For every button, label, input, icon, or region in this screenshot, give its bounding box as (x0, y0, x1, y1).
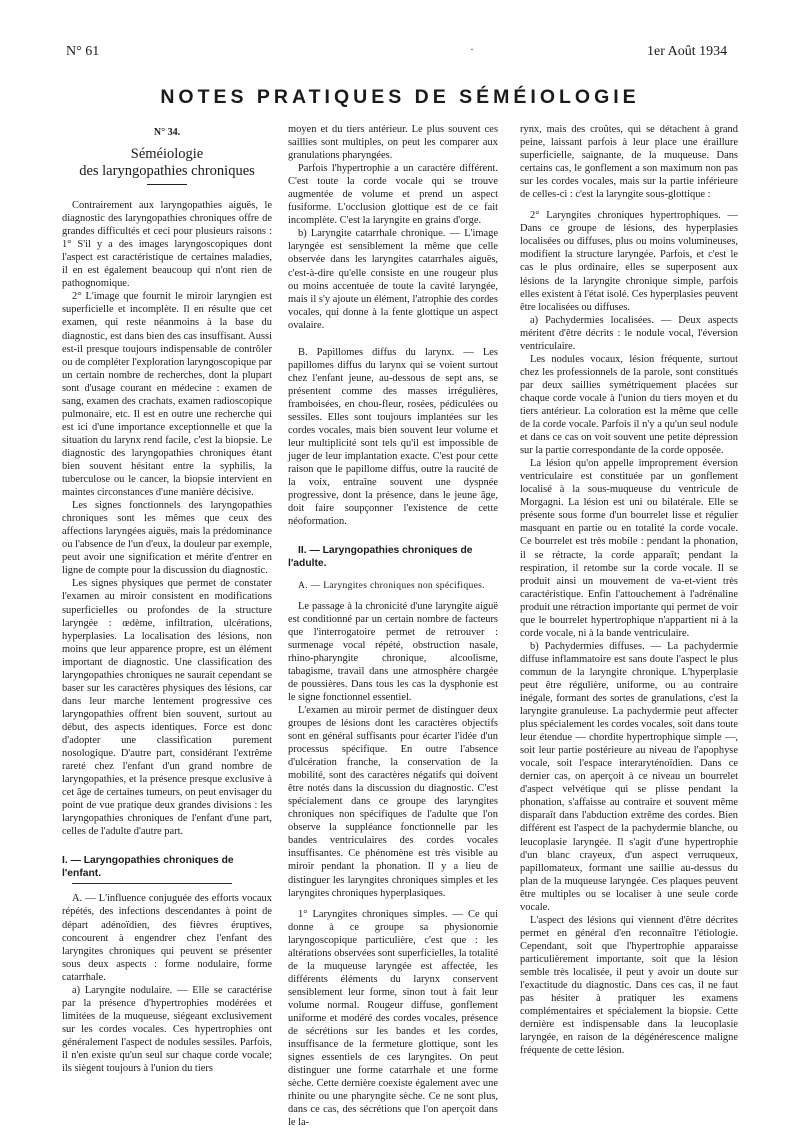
header-dot: · (470, 42, 474, 56)
article-title-line-1: Séméiologie (130, 146, 204, 163)
heading-subsection-A: A. — Laryngites chroniques non spécifiques. (298, 579, 485, 591)
paragraph: 2° Laryngites chroniques hypertrophiques. — Dans ce groupe de lésions, des hyperplasies localisées ou diffuses, plus ou moins volumineuses, modifient la structure laryngée. Parfois, et c'est le cas le plus ordinaire, elles se superposent aux lésions de la laryngite chronique simple, parfois elles existent à l'état isolé. Ces hyperplasies peuvent être localisées ou diffuses. (520, 210, 738, 313)
paragraph: b) Laryngite catarrhale chronique. — L'image laryngée est sensiblement la même que celle observée dans les laryngites catarrhales aiguës, c'est-à-dire qu'elle consiste en une rougeur plus ou moins accentuée de toute la cavité laryngée, mais il s'y ajoute un élément, l'atrophie des cordes vocales, qui donne à la fente glottique un aspect ovalaire. (288, 228, 498, 331)
paragraph: Contrairement aux laryngopathies aiguës, le diagnostic des laryngopathies chroniques offre de grandes difficultés et ceci pour plusieurs raisons : 1° S'il y a des images laryngoscopiques dont l'aspect est caractéristique de certaines maladies, il en est également beaucoup qui n'ont rien de pathognomique. (62, 200, 272, 290)
paragraph: a) Laryngite nodulaire. — Elle se caractérise par la présence d'hypertrophies modérées et limitées de la muqueuse, siégeant exclusivement sur les cordes vocales. Ces hypertrophies ont généralement l'aspect de nodules sessiles. Parfois, il n'en existe qu'un seul sur chaque corde vocale; ils siègent toujours à l'union du tiers (62, 984, 272, 1075)
paragraph: Les signes physiques que permet de constater l'examen au miroir consistent en modifications superficielles ou profondes de la structure laryngée : œdème, infiltration, ulcérations, hyperplasies. La localisation des lésions, non moins que leur apparence propre, est un élément important de diagnostic. Une classification des laryngopathies chroniques ne saurait cependant se baser sur les caractères physiques des lésions, car dans leur marche lentement progressive ces laryngopathies offrent bien souvent, surtout au début, des aspects identiques. Force est donc d'adopter une classification purement nosologique. D'autre part, considérant l'extrême rareté chez l'enfant d'un grand nombre de laryngopathies, et la présence presque exclusive à cet âge de certaines tumeurs, on peut envisager du point de vue pratique deux grandes divisions : les laryngopathies chroniques de l'enfant d'une part, celles de l'adulte d'autre part. (62, 578, 272, 838)
issue-number: N° 61 (66, 44, 100, 59)
column-3 (520, 123, 738, 1073)
paragraph: A. — L'influence conjuguée des efforts vocaux répétés, des infections descendantes à point de départ adénoïdien, des fièvres éruptives, concourent à engendrer chez l'enfant des laryngites chroniques qui peuvent se présenter sous deux aspects : forme nodulaire, forme catarrhale. (62, 893, 272, 983)
paragraph: Les signes fonctionnels des laryngopathies chroniques sont les mêmes que ceux des affections laryngées aiguës, mais la prédominance ou l'absence de l'un d'eux, la douleur par exemple, peut avoir une signification et mérite d'entrer en ligne de compte pour la discussion du diagnostic. (62, 500, 272, 577)
heading-part-I: I. — Laryngopathies chroniques de l'enfant. (62, 855, 234, 880)
title-divider (147, 184, 187, 185)
paragraph: L'aspect des lésions qui viennent d'être décrites permet en général d'en reconnaître l'étiologie. Cependant, soit que l'hypertrophie apparaisse particulièrement importante, soit que la lésion semble très localisée, il peut y avoir un doute sur l'exactitude du diagnostic. Dans ces cas, il ne faut pas hésiter à pratiquer les examens complémentaires et spécialement la biopsie. Cette dernière est indispensable dans la leucoplasie laryngée, en raison de la dégénérescence maligne fréquente de cette lésion. (520, 914, 738, 1057)
paragraph: La lésion qu'on appelle improprement éversion ventriculaire est constituée par un gonflement localisé à la sous-muqueuse du ventricule de Morgagni. La lésion est uni ou bilatérale. Elle se présente sous forme d'un bourrelet lisse et régulier masquant en partie ou en totalité la corde vocale. Ce bourrelet est très mobile : pendant la phonation, il se rétracte, la corde apparaît; pendant la respiration, il retombe sur la corde vocale. Il se produit ainsi un mouvement de va-et-vient très caractéristique. Enfin l'attouchement à l'adrénaline produit une rétraction importante qui permet de voir que le bourrelet hypertrophique n'appartient ni à la corde vocale, ni à la bande ventriculaire. (520, 458, 738, 639)
paragraph: B. Papillomes diffus du larynx. — Les papillomes diffus du larynx qui se voient surtout chez l'enfant jeune, au-dessous de sept ans, se présentent comme des masses irrégulières, framboisées, en chou-fleur, rosées, pédiculées ou sessiles. Elles sont toujours implantées sur les cordes vocales, mais bien souvent leur volume et leur multiplicité sont tels qu'il est impossible de juger de leur implantation exacte. C'est pour cette raison que le papillome diffus, outre la raucité de la voix, entraîne souvent une dyspnée progressive, dont la présence, dans le jeune âge, doit faire soupçonner l'existence de cette néoformation. (288, 346, 498, 528)
paragraph: L'examen au miroir permet de distinguer deux groupes de lésions dont les caractères objectifs sont en général suffisants pour écarter l'idée d'un processus spécifique. En outre l'absence d'ulcération franche, la conservation de la mobilité, sont des caractères négatifs qui doivent être notés dans la discussion du diagnostic. C'est spécialement dans ce groupe des laryngites chroniques non spécifiques de l'adulte que l'on observe la suppléance fonctionnelle par les bandes ventriculaires des cordes vocales insuffisantes. Ce phénomène est très visible au miroir pendant la phonation. Il y a lieu de distinguer les laryngites chroniques simples et les laryngites chroniques hyperplasiques. (288, 704, 498, 899)
paragraph: moyen et du tiers antérieur. Le plus souvent ces saillies sont multiples, on peut les comparer aux granulations pharyngées. (288, 124, 498, 162)
paragraph: b) Pachydermies diffuses. — La pachydermie diffuse inflammatoire est sans doute l'aspect le plus commun de la laryngite chronique. L'hyperplasie peut être régulière, uniforme, ou au contraire inégale, formant des sortes de granulations, c'est la laryngite granuleuse. La pachydermie peut affecter plus spécialement les cordes vocales, soit dans toute leur étendue — chordite hypertrophique simple —, soit leur partie postérieure au niveau de l'apophyse vocale, soit l'espace interaryténoïdien. Dans ce dernier cas, on aperçoit à ce niveau un bourrelet d'aspect velvétique qui se plisse pendant la phonation, s'affaisse au contraire et souvent même disparaît dans l'abduction extrême des cordes. Bien différent est l'aspect de la pachydermie blanche, ou leucoplasie laryngée. Il s'agit d'une hypertrophie d'un blanc crayeux, d'un aspect verruqueux, papillomateux, formant une saillie au-dessus du plan de la muqueuse laryngée. Ces plaques peuvent être multiples ou se localiser à une seule corde vocale. (520, 640, 738, 913)
column-2 (288, 123, 498, 1129)
heading-part-II: II. — Laryngopathies chroniques de l'adulte. (288, 545, 473, 570)
paragraph: Parfois l'hypertrophie a un caractère différent. C'est toute la corde vocale qui se trouve augmentée de volume et prend un aspect fusiforme. L'occlusion glottique est de ce fait incomplète. C'est la laryngite en grains d'orge. (288, 163, 498, 227)
article-number: N° 34. (153, 127, 181, 138)
paragraph: a) Pachydermies localisées. — Deux aspects méritent d'être décrits : le nodule vocal, l'éversion ventriculaire. (520, 314, 738, 352)
column-1 (62, 123, 272, 1073)
paragraph: 1° Laryngites chroniques simples. — Ce qui donne à ce groupe sa physionomie laryngoscopique particulière, c'est que : les altérations observées sont superficielles, la totalité de la muqueuse laryngée est affectée, les différents éléments du larynx conservent sensiblement leur forme, sinon tout à fait leur volume normal. Rougeur diffuse, gonflement uniforme et modéré des cordes vocales, présence de sécrétions sur les bandes et les cordes, insuffisance de la fermeture glottique, sont les signes essentiels de ces laryngites. On peut distinguer une forme catarrhale et une forme sèche. Cette dernière coexiste également avec une rhinite ou une pharyngite sèche. Ce ne sont plus, dans ce cas, des sécrétions que l'on aperçoit dans le la- (288, 908, 498, 1129)
paragraph: rynx, mais des croûtes, qui se détachent à grand peine, laissant parfois à leur place une éraillure superficielle, saignante, de la muqueuse. Dans certains cas, le gonflement a son maximum non pas sur les cordes vocales, mais sur la partie inférieure de celles-ci : c'est la laryngite sous-glottique : (520, 124, 738, 201)
section-title: NOTES PRATIQUES DE SÉMÉIOLOGIE (160, 86, 640, 108)
paragraph: Les nodules vocaux, lésion fréquente, surtout chez les professionnels de la parole, sont constitués par deux saillies symétriquement placées sur chaque corde vocale à l'union du tiers moyen et du tiers antérieur. La coloration est la même que celle de la corde vocale. Parfois il n'y a qu'un seul nodule et dans ce cas on voit souvent une petite dépression sur la partie correspondante de la corde opposée. (520, 353, 738, 457)
paragraph: 2° L'image que fournit le miroir laryngien est superficielle et incomplète. Il en résulte que cet examen, qui reste néanmoins à la base du diagnostic, est dans bien des cas insuffisant. Aussi est-il presque toujours indispensable de contrôler ou de compléter l'exploration laryngoscopique par un certain nombre de recherches, dont la plupart sont d'usage courant en médecine : examen de sang, examen des crachats, examen radioscopique pulmonaire, etc. Il est en outre une recherche qui est ici d'une importance exceptionnelle et que la situation du larynx rend facile, c'est la biopsie. Le diagnostic des laryngopathies chroniques étant bien souvent hésitant entre la syphilis, la tuberculose ou le cancer, la biopsie intervient en maintes circonstances d'une manière décisive. (62, 291, 272, 499)
issue-date: 1er Août 1934 (647, 44, 728, 59)
article-title-line-2: des laryngopathies chroniques (79, 163, 255, 180)
paragraph: Le passage à la chronicité d'une laryngite aiguë est conditionné par un certain nombre de facteurs que l'interrogatoire permet de retrouver : surmenage vocal répété, obstruction nasale, rhino-pharyngite chronique, alcoolisme, tabagisme, travail dans une atmosphère chargée de poussières. Dans tous les cas la dysphonie est le signe fonctionnel essentiel. (288, 600, 498, 703)
